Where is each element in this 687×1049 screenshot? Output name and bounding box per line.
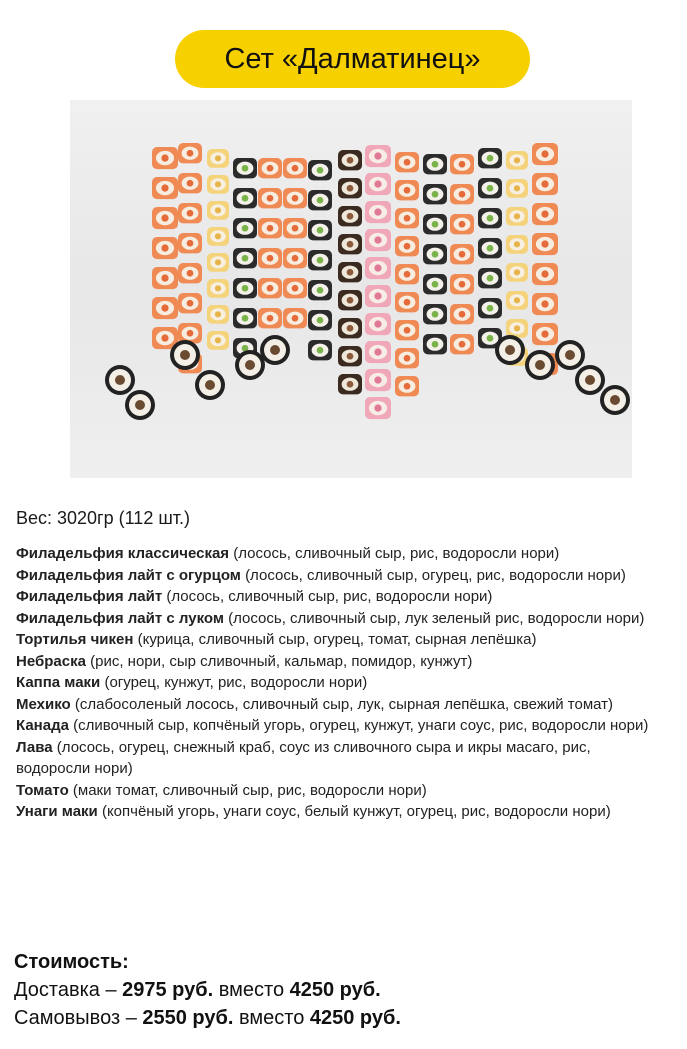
sushi-piece	[258, 248, 282, 268]
sushi-piece	[152, 237, 178, 259]
sushi-piece	[450, 244, 474, 264]
nori-roll	[555, 340, 585, 370]
sushi-piece	[207, 149, 229, 168]
sushi-piece	[283, 188, 307, 208]
set-title: Сет «Далматинец»	[175, 30, 530, 88]
sushi-piece	[207, 279, 229, 298]
pickup-new-price: 2550 руб.	[142, 1007, 234, 1029]
sushi-piece	[478, 268, 502, 288]
sushi-piece	[338, 262, 362, 282]
sushi-piece	[233, 218, 257, 238]
sushi-piece	[258, 308, 282, 328]
sushi-piece	[532, 293, 558, 315]
sushi-piece	[152, 207, 178, 229]
sushi-piece	[308, 310, 332, 330]
item-desc: (лосось, огурец, снежный краб, соус из сливочного сыра и икры масаго, рис, водоросли нори)	[16, 738, 591, 777]
sushi-piece	[207, 331, 229, 350]
sushi-piece	[450, 274, 474, 294]
sushi-piece	[338, 346, 362, 366]
item-name: Каппа маки	[16, 674, 101, 691]
nori-roll	[575, 365, 605, 395]
price-block	[14, 948, 401, 1032]
sushi-piece	[423, 214, 447, 234]
sushi-piece	[395, 376, 419, 396]
sushi-piece	[365, 369, 391, 391]
sushi-piece	[423, 244, 447, 264]
sushi-piece	[478, 148, 502, 168]
list-item	[16, 586, 666, 608]
sushi-piece	[395, 292, 419, 312]
sushi-piece	[395, 152, 419, 172]
sushi-piece	[178, 263, 202, 283]
sushi-piece	[532, 173, 558, 195]
sushi-piece	[233, 248, 257, 268]
item-desc: (копчёный угорь, унаги соус, белый кунжут, огурец, рис, водоросли нори)	[101, 803, 611, 820]
weight-info: Вес: 3020гр (112 шт.)	[16, 508, 191, 528]
item-desc: (курица, сливочный сыр, огурец, томат, сырная лепёшка)	[137, 631, 537, 648]
list-item	[16, 737, 666, 780]
sushi-piece	[478, 298, 502, 318]
sushi-piece	[532, 263, 558, 285]
pickup-instead: вместо	[233, 1007, 310, 1029]
delivery-instead: вместо	[213, 979, 290, 1001]
sushi-piece	[365, 397, 391, 419]
sushi-piece	[152, 177, 178, 199]
item-desc: (сливочный сыр, копчёный угорь, огурец, кунжут, унаги соус, рис, водоросли нори)	[73, 717, 649, 734]
sushi-piece	[178, 173, 202, 193]
sushi-piece	[395, 264, 419, 284]
sushi-piece	[308, 340, 332, 360]
sushi-piece	[233, 278, 257, 298]
item-desc: (лосось, сливочный сыр, лук зеленый рис, водоросли нори)	[228, 609, 645, 627]
pickup-price	[14, 1004, 401, 1032]
item-desc: (лосось, сливочный сыр, рис, водоросли нори)	[233, 545, 560, 562]
sushi-piece	[233, 188, 257, 208]
sushi-piece	[532, 233, 558, 255]
sushi-piece	[283, 218, 307, 238]
sushi-piece	[207, 175, 229, 194]
sushi-piece	[450, 304, 474, 324]
sushi-piece	[395, 180, 419, 200]
sushi-piece	[178, 233, 202, 253]
sushi-piece	[178, 323, 202, 343]
delivery-label: Доставка –	[14, 979, 123, 1001]
sushi-piece	[338, 178, 362, 198]
sushi-piece	[423, 154, 447, 174]
composition-list	[16, 543, 666, 823]
sushi-piece	[395, 348, 419, 368]
sushi-piece	[532, 143, 558, 165]
sushi-piece	[506, 235, 528, 254]
sushi-piece	[423, 304, 447, 324]
sushi-piece	[338, 150, 362, 170]
nori-roll	[105, 365, 135, 395]
list-item	[16, 672, 666, 694]
sushi-piece	[207, 227, 229, 246]
sushi-piece	[506, 207, 528, 226]
item-name: Томато	[16, 781, 69, 799]
sushi-piece	[450, 214, 474, 234]
sushi-piece	[365, 313, 391, 335]
item-name: Лава	[16, 738, 53, 756]
sushi-piece	[308, 160, 332, 180]
delivery-old-price: 4250 руб.	[289, 979, 381, 1001]
item-desc: (лосось, сливочный сыр, рис, водоросли нори)	[166, 588, 493, 605]
sushi-piece	[258, 218, 282, 238]
sushi-piece	[478, 208, 502, 228]
item-desc: (рис, нори, сыр сливочный, кальмар, помидор, кунжут)	[90, 652, 473, 670]
list-item	[16, 651, 666, 673]
sushi-piece	[395, 208, 419, 228]
sushi-piece	[178, 293, 202, 313]
item-name: Филадельфия классическая	[16, 545, 230, 562]
nori-roll	[260, 335, 290, 365]
sushi-piece	[478, 178, 502, 198]
sushi-piece	[450, 154, 474, 174]
sushi-piece	[450, 334, 474, 354]
sushi-piece	[506, 291, 528, 310]
sushi-piece	[258, 278, 282, 298]
sushi-piece	[365, 341, 391, 363]
pickup-label: Самовывоз –	[14, 1007, 143, 1029]
nori-roll	[195, 370, 225, 400]
sushi-rolls-illustration	[70, 100, 632, 478]
sushi-piece	[532, 203, 558, 225]
sushi-piece	[423, 334, 447, 354]
sushi-piece	[233, 158, 257, 178]
sushi-piece	[207, 201, 229, 220]
sushi-piece	[338, 374, 362, 394]
delivery-price	[14, 976, 401, 1004]
sushi-piece	[365, 173, 391, 195]
item-desc: (огурец, кунжут, рис, водоросли нори)	[104, 674, 368, 691]
sushi-piece	[365, 285, 391, 307]
sushi-piece	[308, 190, 332, 210]
pickup-old-price: 4250 руб.	[309, 1007, 401, 1029]
sushi-piece	[283, 278, 307, 298]
sushi-piece	[338, 206, 362, 226]
sushi-piece	[283, 248, 307, 268]
list-item	[16, 565, 666, 587]
sushi-piece	[506, 151, 528, 170]
sushi-piece	[152, 267, 178, 289]
item-name: Филадельфия лайт	[16, 588, 163, 605]
sushi-piece	[308, 220, 332, 240]
sushi-piece	[365, 229, 391, 251]
sushi-piece	[283, 158, 307, 178]
sushi-piece	[233, 308, 257, 328]
sushi-piece	[152, 147, 178, 169]
sushi-piece	[450, 184, 474, 204]
list-item	[16, 608, 666, 630]
sushi-piece	[207, 253, 229, 272]
item-name: Канада	[16, 717, 69, 734]
list-item	[16, 780, 666, 802]
sushi-piece	[152, 297, 178, 319]
list-item	[16, 715, 666, 737]
item-desc: (слабосоленый лосось, сливочный сыр, лук, сырная лепёшка, свежий томат)	[74, 695, 614, 713]
item-name: Мехико	[16, 695, 71, 713]
item-name: Унаги маки	[16, 803, 98, 820]
price-label: Стоимость:	[14, 951, 129, 973]
sushi-piece	[423, 274, 447, 294]
sushi-piece	[478, 238, 502, 258]
item-name: Тортилья чикен	[16, 631, 134, 648]
sushi-piece	[338, 234, 362, 254]
sushi-piece	[207, 305, 229, 324]
sushi-piece	[395, 320, 419, 340]
sushi-piece	[178, 203, 202, 223]
sushi-piece	[365, 145, 391, 167]
sushi-piece	[365, 257, 391, 279]
nori-roll	[600, 385, 630, 415]
nori-roll	[125, 390, 155, 420]
sushi-piece	[423, 184, 447, 204]
sushi-piece	[308, 280, 332, 300]
item-desc: (лосось, сливочный сыр, огурец, рис, водоросли нори)	[245, 566, 626, 584]
list-item	[16, 543, 666, 565]
sushi-piece	[506, 263, 528, 282]
sushi-piece	[258, 158, 282, 178]
item-desc: (маки томат, сливочный сыр, рис, водоросли нори)	[72, 781, 427, 799]
sushi-piece	[308, 250, 332, 270]
item-name: Филадельфия лайт с луком	[16, 609, 224, 627]
sushi-piece	[532, 323, 558, 345]
nori-roll	[235, 350, 265, 380]
sushi-piece	[338, 290, 362, 310]
sushi-piece	[395, 236, 419, 256]
nori-roll	[170, 340, 200, 370]
sushi-set-photo	[70, 100, 632, 478]
sushi-piece	[258, 188, 282, 208]
nori-roll	[525, 350, 555, 380]
list-item	[16, 801, 666, 823]
sushi-piece	[283, 308, 307, 328]
list-item	[16, 694, 666, 716]
list-item	[16, 629, 666, 651]
sushi-piece	[506, 179, 528, 198]
item-name: Небраска	[16, 652, 86, 670]
item-name: Филадельфия лайт с огурцом	[16, 566, 241, 584]
delivery-new-price: 2975 руб.	[122, 979, 214, 1001]
sushi-piece	[178, 143, 202, 163]
sushi-piece	[338, 318, 362, 338]
sushi-piece	[365, 201, 391, 223]
sushi-piece	[506, 319, 528, 338]
nori-roll	[495, 335, 525, 365]
